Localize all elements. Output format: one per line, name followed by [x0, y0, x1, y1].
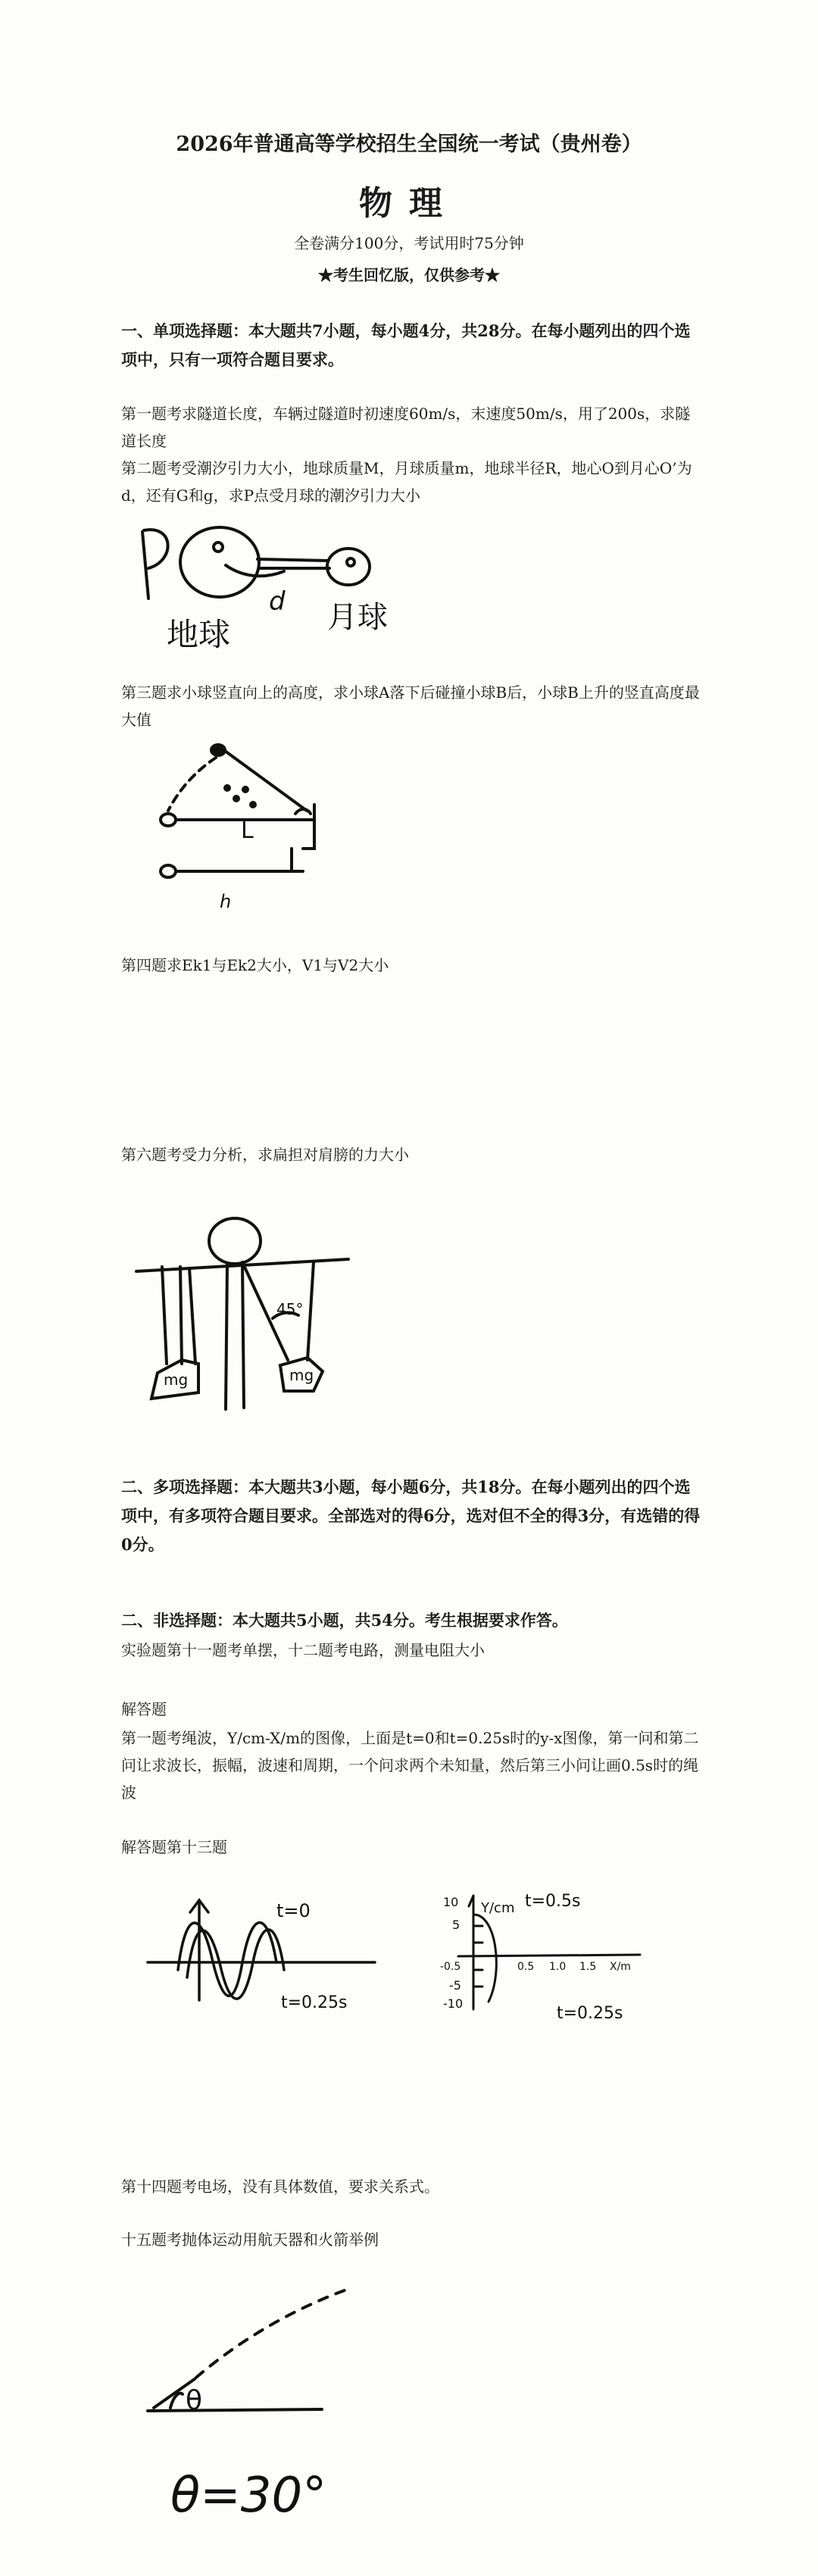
wave-sketch-left [148, 1887, 375, 2027]
question-13-label: 解答题第十三题 [121, 1838, 227, 1856]
projectile-sketch [140, 2281, 428, 2561]
question-1-text: 第一题考求隧道长度，车辆过隧道时初速度60m/s，末速度50m/s，用了200s，求隧道长度 [121, 405, 691, 450]
label-left-t025: t=0.25s [281, 1993, 348, 2012]
x-tick-3: 1.5 [579, 1961, 597, 1973]
label-theta: θ [186, 2385, 203, 2416]
y-tick-1: 10 [443, 1895, 459, 1909]
label-moon: 月球 [327, 600, 388, 635]
question-15-text: 十五题考抛体运动用航天器和火箭举例 [121, 2231, 379, 2249]
question-4-text: 第四题求Ek1与Ek2大小，V1与V2大小 [121, 956, 389, 974]
label-theta-30: θ=30° [170, 2468, 327, 2524]
label-right-t: t=0.5s [525, 1892, 581, 1911]
label-d: d [269, 586, 286, 617]
label-h: h [220, 891, 232, 912]
question-2-text: 第二题考受潮汐引力大小，地球质量M，月球质量m，地球半径R，地心O到月心O’为d，还有G和g，求P点受月球的潮汐引力大小 [121, 459, 692, 505]
question-13a-text: 第一题考绳波，Y/cm-X/m的图像，上面是t=0和t=0.25s时的y-x图像，第一问和第二问让求波长，振幅，波速和周期，一个问求两个未知量，然后第三小问让画0.5s时的绳波 [121, 1729, 699, 1802]
experiment-text: 实验题第十一题考单摆，十二题考电路，测量电阻大小 [121, 1641, 485, 1659]
recall-note: ★考生回忆版，仅供参考★ [318, 266, 500, 284]
question-3-text: 第三题求小球竖直向上的高度，求小球A落下后碰撞小球B后，小球B上升的竖直高度最大值 [121, 683, 700, 729]
label-mg-right: mg [289, 1366, 314, 1384]
ball-collision-sketch [151, 735, 333, 924]
exam-title: 2026年普通高等学校招生全国统一考试（贵州卷） [176, 133, 642, 156]
carrying-pole-sketch [129, 1212, 356, 1417]
x-axis-label: X/m [610, 1961, 631, 1973]
y-tick-5: -10 [443, 1996, 464, 2011]
label-p: P [136, 530, 137, 531]
label-mg-left: mg [164, 1371, 189, 1389]
subject-title: 物理 [359, 184, 459, 223]
wave-graph-right [440, 1880, 655, 2028]
exam-meta: 全卷满分100分，考试用时75分钟 [294, 234, 524, 252]
earth-moon-sketch [136, 515, 424, 659]
y-tick-4: -5 [449, 1978, 461, 1993]
label-earth: 地球 [167, 616, 231, 653]
label-left-t0: t=0 [276, 1900, 311, 1921]
section2-heading: 二、多项选择题：本大题共3小题，每小题6分，共18分。在每小题列出的四个选项中，有多项符合题目要求。全部选对的得6分，选对但不全的得3分，有选错的得0分。 [121, 1477, 701, 1554]
x-tick-2: 1.0 [549, 1961, 567, 1973]
label-45deg: 45° [276, 1300, 304, 1318]
label-right-t025: t=0.25s [557, 2004, 623, 2023]
x-tick-1: 0.5 [517, 1961, 535, 1973]
section1-heading: 一、单项选择题：本大题共7小题，每小题4分，共28分。在每小题列出的四个选项中，只有一项符合题目要求。 [121, 321, 691, 369]
question-14-text: 第十四题考电场，没有具体数值，要求关系式。 [121, 2177, 439, 2196]
y-tick-3: -0.5 [440, 1961, 461, 1973]
section3-heading: 二、非选择题：本大题共5小题，共54分。考生根据要求作答。 [121, 1611, 568, 1630]
question-6-text: 第六题考受力分析，求扁担对肩膀的力大小 [121, 1146, 409, 1164]
y-axis-label: Y/cm [481, 1900, 515, 1916]
y-tick-2: 5 [452, 1918, 461, 1932]
solve-label: 解答题 [121, 1700, 167, 1718]
label-l: L [241, 818, 254, 844]
